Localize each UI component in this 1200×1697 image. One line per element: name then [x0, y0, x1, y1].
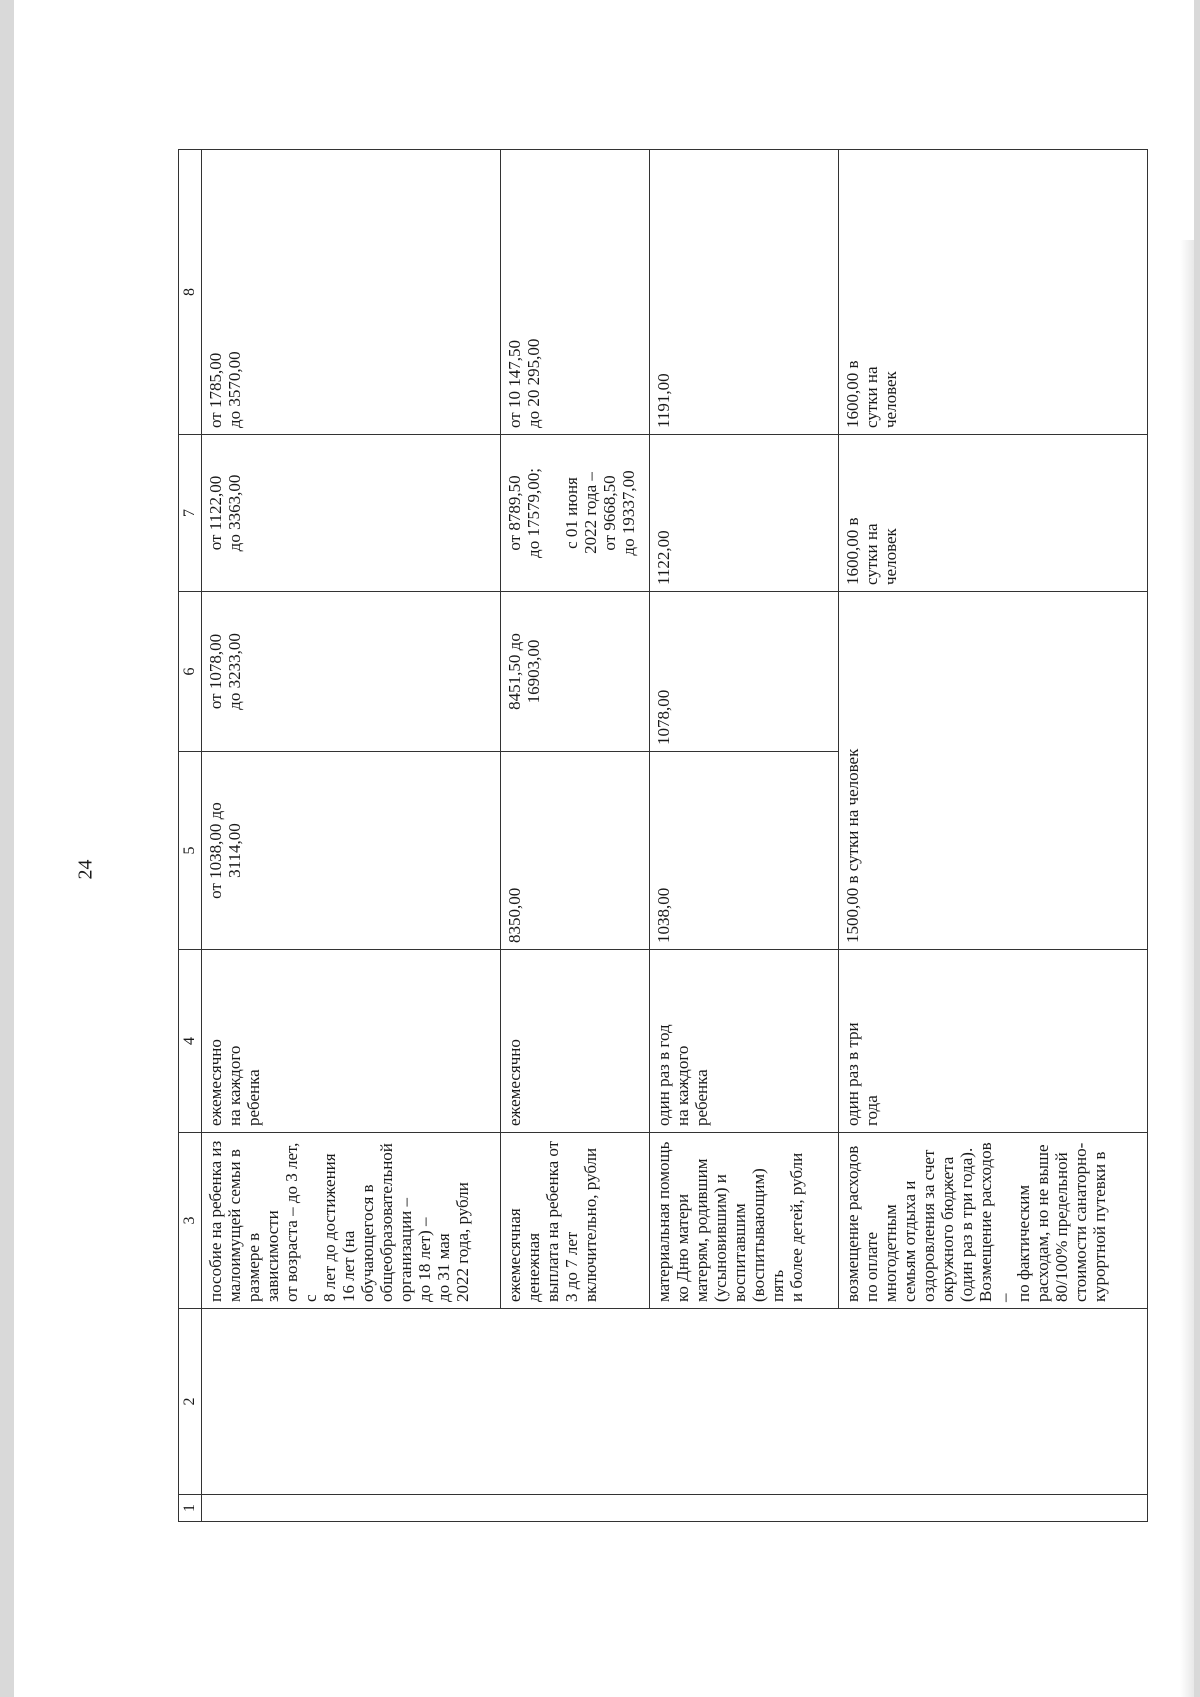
amount-cell: 1038,00 — [650, 752, 839, 950]
benefit-description-cell: материальная помощь ко Дню матери матерям, родившим (усыновившим) и воспитавшим (воспитывающим) пять и более детей, рубли — [650, 1133, 839, 1309]
header-cell: 6 — [179, 592, 202, 752]
header-cell: 1 — [179, 1495, 202, 1522]
page-edge-shadow — [1180, 240, 1194, 1697]
amount-cell: 1191,00 — [650, 150, 839, 435]
amount-cell: от 1122,00 до 3363,00 — [202, 435, 501, 592]
page-number: 24 — [74, 859, 97, 880]
amount-cell: от 10 147,50 до 20 295,00 — [501, 150, 650, 435]
header-cell: 5 — [179, 752, 202, 950]
frequency-cell: один раз в год на каждого ребенка — [650, 950, 839, 1133]
amount-cell: от 1038,00 до 3114,00 — [202, 752, 501, 950]
amount-cell: 1600,00 в сутки на человек — [839, 150, 1148, 435]
table-cell — [202, 1495, 1148, 1522]
rotated-table-wrapper — [178, 150, 1132, 1522]
frequency-cell: один раз в три года — [839, 950, 1148, 1133]
table-row — [202, 150, 501, 1522]
table-cell — [202, 1309, 1148, 1495]
amount-cell: 8451,50 до 16903,00 — [501, 592, 650, 752]
benefit-description-cell: пособие на ребенка из малоимущей семьи в размере в зависимости от возраста – до 3 лет, с 8 лет до достижения 16 лет (на обучающегося в общеобразовательной организации – до 18 лет) – до 31 мая 2022 года, рубли — [202, 1133, 501, 1309]
amount-cell: от 1078,00 до 3233,00 — [202, 592, 501, 752]
amount-cell: 8350,00 — [501, 752, 650, 950]
header-cell: 2 — [179, 1309, 202, 1495]
benefit-description-cell: ежемесячная денежная выплата на ребенка от 3 до 7 лет включительно, рубли — [501, 1133, 650, 1309]
amount-cell: от 8789,50 до 17579,00; с 01 июня 2022 года – от 9668,50 до 19337,00 — [501, 435, 650, 592]
amount-cell: 1600,00 в сутки на человек — [839, 435, 1148, 592]
frequency-cell: ежемесячно на каждого ребенка — [202, 950, 501, 1133]
benefits-table — [178, 149, 1148, 1522]
document-page — [14, 0, 1194, 1697]
column-number-row — [179, 150, 202, 1522]
amount-cell-merged: 1500,00 в сутки на человек — [839, 592, 1148, 950]
amount-cell: от 1785,00 до 3570,00 — [202, 150, 501, 435]
benefit-description-cell: возмещение расходов по оплате многодетным семьям отдыха и оздоровления за счет окружного бюджета (один раз в три года). Возмещение расходов – по фактическим расходам, но не выше 80/100% предельной стоимости санаторно- курортной путевки в — [839, 1133, 1148, 1309]
amount-cell: 1122,00 — [650, 435, 839, 592]
frequency-cell: ежемесячно — [501, 950, 650, 1133]
header-cell: 4 — [179, 950, 202, 1133]
amount-cell: 1078,00 — [650, 592, 839, 752]
header-cell: 8 — [179, 150, 202, 435]
header-cell: 7 — [179, 435, 202, 592]
header-cell: 3 — [179, 1133, 202, 1309]
